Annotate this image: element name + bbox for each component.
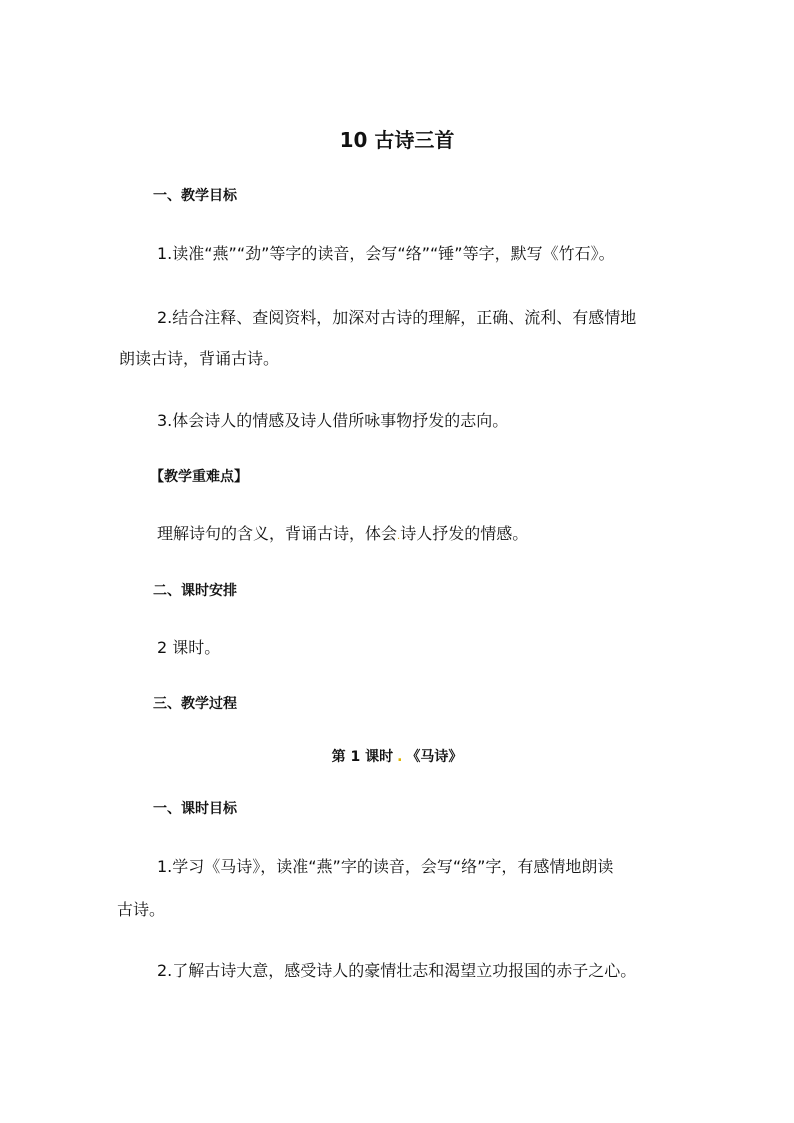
goal-line-2: 2.结合注释、查阅资料，加深对古诗的理解，正确、流利、有感情地	[157, 308, 637, 327]
goal-line-1: 1.读准“燕”“劲”等字的读音，会写“络”“锤”等字，默写《竹石》。	[157, 244, 615, 263]
key-points-text	[157, 524, 528, 547]
goal-line-3: 3.体会诗人的情感及诗人借所咏事物抒发的志向。	[157, 411, 509, 430]
lesson-number: 第 1 课时	[331, 749, 394, 765]
key-points-mark: .	[397, 531, 401, 542]
lesson-poem-name: 《马诗》	[406, 749, 463, 765]
lesson-goal-line-2: 2.了解古诗大意，感受诗人的豪情壮志和渴望立功报国的赤子之心。	[157, 961, 637, 980]
lesson-title	[0, 748, 794, 766]
key-points-heading: 【教学重难点】	[150, 469, 248, 485]
key-points-text-part1: 理解诗句的含义，背诵古诗，体会	[157, 524, 398, 543]
key-points-text-part2: 诗人抒发的情感。	[400, 524, 529, 543]
goal-line-2-continued: 朗读古诗，背诵古诗。	[119, 349, 280, 368]
lesson-title-dot: .	[397, 749, 403, 765]
schedule-text: 2 课时。	[157, 638, 221, 657]
section-heading-lesson-goals: 一、课时目标	[153, 801, 237, 817]
lesson-goal-line-1: 1.学习《马诗》，读准“燕”字的读音，会写“络”字，有感情地朗读	[157, 857, 614, 876]
section-heading-schedule: 二、课时安排	[153, 583, 237, 599]
section-heading-process: 三、教学过程	[153, 696, 237, 712]
document-title: 10 古诗三首	[339, 128, 455, 152]
lesson-goal-line-1-continued: 古诗。	[117, 900, 166, 919]
section-heading-teaching-goals: 一、教学目标	[153, 188, 237, 204]
